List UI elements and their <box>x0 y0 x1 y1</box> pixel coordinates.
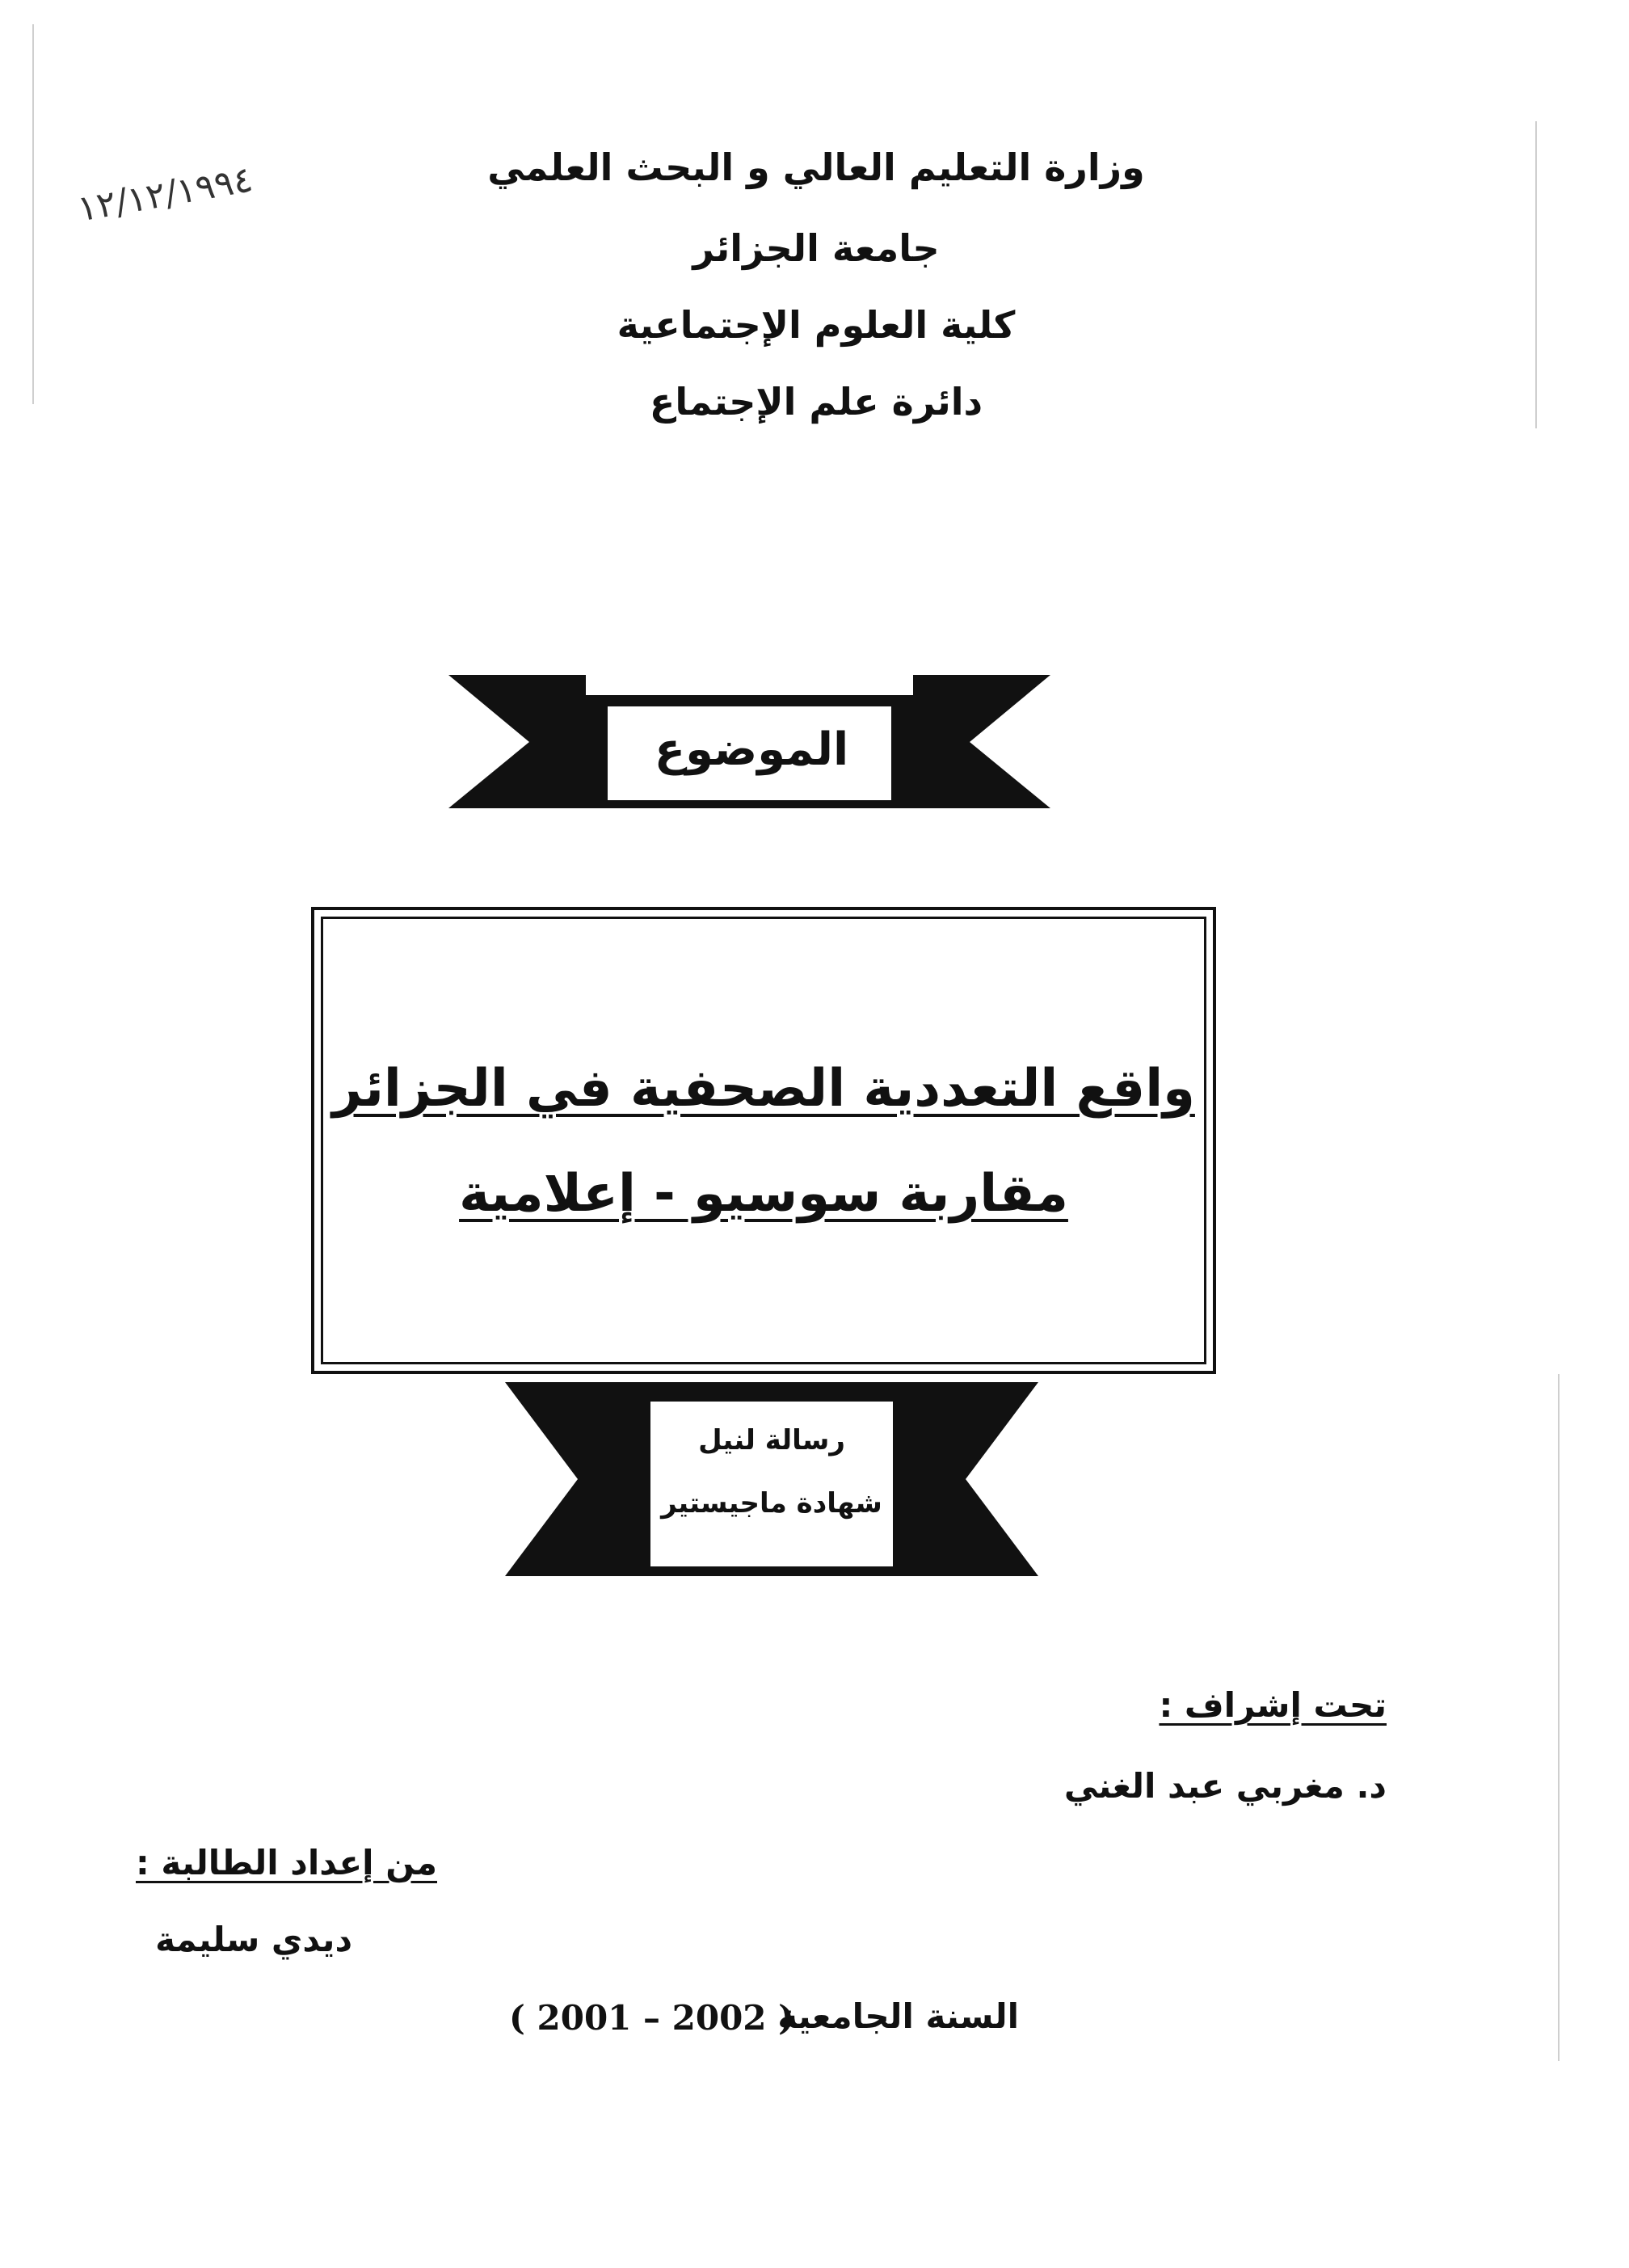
department-name: دائرة علم الإجتماع <box>649 380 983 424</box>
degree-line-1: رسالة لنيل <box>698 1424 845 1456</box>
thesis-subtitle: مقاربة سوسيو - إعلامية <box>459 1164 1068 1224</box>
ministry-title: وزارة التعليم العالي و البحث العلمي <box>487 145 1145 189</box>
thesis-title-box-inner-border <box>321 917 1206 1364</box>
scan-edge-right <box>1535 121 1537 428</box>
supervisor-name: د. مغربي عبد الغني <box>1063 1766 1387 1806</box>
scan-edge-left <box>32 24 34 404</box>
supervisor-heading: تحت إشراف : <box>1159 1685 1387 1725</box>
ribbon-top-label: الموضوع <box>654 723 849 776</box>
ribbon-bottom-banner <box>505 1382 1038 1580</box>
student-name: ديدي سليمة <box>155 1920 352 1959</box>
degree-line-2: شهادة ماجيستير <box>661 1487 882 1520</box>
thesis-title: واقع التعددية الصحفية في الجزائر <box>332 1059 1195 1119</box>
handwritten-note: ١٢/١٢/١٩٩٤ <box>74 158 256 230</box>
faculty-name: كلية العلوم الإجتماعية <box>617 303 1016 347</box>
scan-edge-right-lower <box>1558 1374 1560 2061</box>
university-name: جامعة الجزائر <box>692 226 940 270</box>
academic-year-value: ( 2001 – 2002 ) <box>509 1998 795 2038</box>
thesis-title-box <box>311 907 1216 1374</box>
student-heading: من إعداد الطالبة : <box>136 1843 437 1882</box>
academic-year-label: السنة الجامعية <box>777 1996 1019 2036</box>
